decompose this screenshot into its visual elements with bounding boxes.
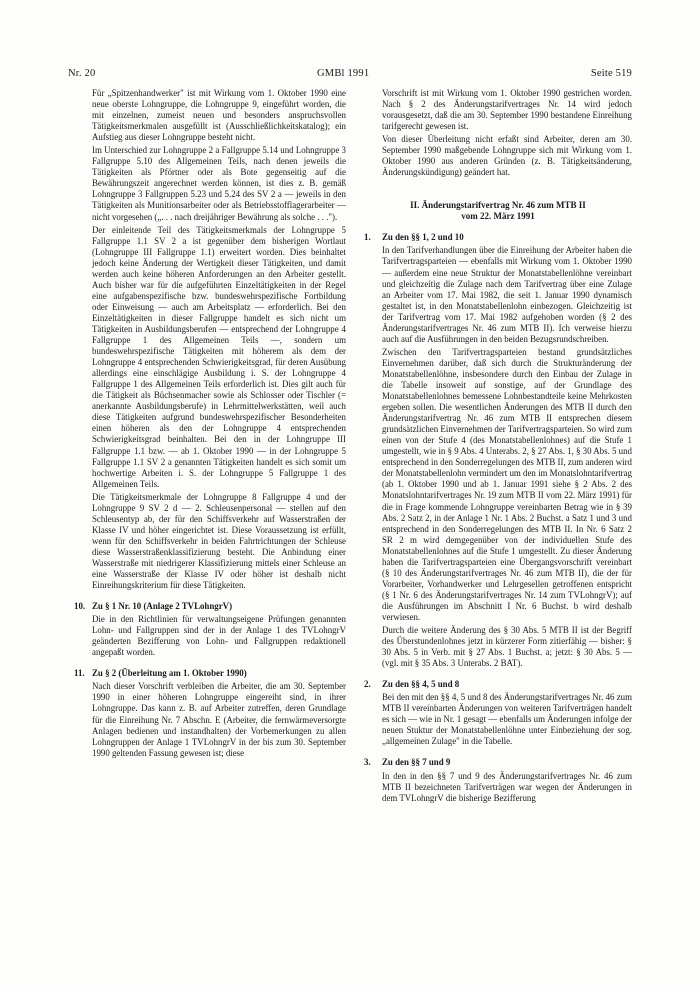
paragraph: In den in den §§ 7 und 9 des Änderungstarifvertrages Nr. 46 zum MTB II bezeichneten Tarifverträgen war wegen der Änderungen in dem TVLohngrV die bisherige Bezifferung (382, 770, 632, 803)
section-title (364, 200, 632, 222)
paragraph: Die in den Richtlinien für verwaltungseigene Prüfungen genannten Lohn- und Fallgruppen sind der in der Anlage 1 des TVLohngrV geänderten Bezifferung von Lohn- und Fallgruppen redaktionell angepaßt worden. (92, 614, 346, 658)
paragraph: Die Tätigkeitsmerkmale der Lohngruppe 8 Fallgruppe 4 und der Lohngruppe 9 SV 2 d — 2. Schleusenpersonal — stellen auf den Schleusentyp ab, der für den Schiffsverkehr auf Wasserstraßen der Klasse IV und höher eingerichtet ist. Diese Voraussetzung ist erfüllt, wenn für den Schiffsverkehr in beiden Fahrtrichtungen der Schleuse diese Wasserstraßenklassifizierung besteht. Die Anbindung einer Wasserstraße mit niedrigerer Klassifizierung mittels einer Schleuse an eine Wasserstraße der Klasse IV oder höher ist deshalb nicht Einreihungskriterium für diese Tätigkeiten. (92, 491, 346, 591)
paragraph: Vorschrift ist mit Wirkung vom 1. Oktober 1990 gestrichen worden. Nach § 2 des Änderungstarifvertrages Nr. 14 wird jedoch vorausgesetzt, daß die am 30. September 1990 bestandene Einreihung tarifgerecht gewesen ist. (382, 88, 632, 132)
item-title: Zu den §§ 7 und 9 (382, 757, 451, 768)
journal-title: GMBl 1991 (317, 68, 370, 79)
item-title: Zu den §§ 4, 5 und 8 (382, 679, 460, 690)
page-header (68, 68, 632, 79)
right-column (364, 88, 632, 806)
item-number: 3. (364, 757, 371, 768)
item-number: 2. (364, 679, 371, 690)
issue-number: Nr. 20 (68, 68, 96, 79)
paragraph: Im Unterschied zur Lohngruppe 2 a Fallgruppe 5.14 und Lohngruppe 3 Fallgruppe 5.10 des Allgemeinen Teils, nach denen jeweils die Tätigkeiten als Pförtner oder als Bote gegenseitig auf die Bewährungszeit angerechnet werden können, ist dies z. B. gemäß Lohngruppe 3 Fallgruppen 5.23 und 5.24 des SV 2 a — jeweils in den Tätigkeiten als Munitionsarbeiter oder als Betriebsstofflagerarbeiter — nicht vorgesehen („. . . nach dreijähriger Bewährung als solche . . ."). (92, 145, 346, 222)
left-column (74, 88, 346, 761)
item-number: 10. (74, 601, 86, 612)
paragraph: Nach dieser Vorschrift verbleiben die Arbeiter, die am 30. September 1990 in einer höheren Lohngruppe eingereiht sind, in ihrer Lohngruppe. Das kann z. B. auf Arbeiter zutreffen, deren Grundlage für die Einreihung Nr. 7 Abschn. E (Arbeiter, die fernwärmeversorgte Anlagen bedienen und instandhalten) der Vorbemerkungen zu allen Lohngruppen der Anlage 1 TVLohngrV in der bis zum 30. September 1990 geltenden Fassung gewesen ist; diese (92, 681, 346, 758)
item-3-heading (364, 757, 632, 768)
item-2-heading (364, 679, 632, 690)
section-title-line: II. Änderungstarifvertrag Nr. 46 zum MTB II (410, 200, 586, 211)
paragraph: Bei den mit den §§ 4, 5 und 8 des Änderungstarifvertrages Nr. 46 zum MTB II vereinbarten Änderungen von weiteren Tarifverträgen handelt es sich — wie in Nr. 1 gesagt — ebenfalls um Änderungen infolge der neuen Stuktur der Monatstabellenlöhne unter Einbeziehung der sog. „allgemeinen Zulage" in die Tabelle. (382, 692, 632, 747)
paragraph: Durch die weitere Änderung des § 30 Abs. 5 MTB II ist der Begriff des Überstundenlohnes jetzt in kürzerer Form zitierfähig — bisher: § 30 Abs. 5 in Verb. mit § 27 Abs. 1 Buchst. a; jetzt: § 30 Abs. 5 — (vgl. mit § 35 Abs. 3 Unterabs. 2 BAT). (382, 625, 632, 669)
item-1-heading (364, 232, 632, 243)
item-10-heading (74, 601, 346, 612)
paragraph: Zwischen den Tarifvertragsparteien bestand grundsätzliches Einvernehmen darüber, daß sich durch die Strukturänderung der Monatstabellenlöhne, insbesondere durch den Einbau der Zulage in die Tabelle insoweit auf sonstige, auf der Grundlage des Monatstabellenlohnes bemessene Lohnbestandteile keine Mehrkosten ergeben sollen. Die wesentlichen Änderungen des MTB II durch den Änderungstarifvertrag Nr. 46 zum MTB II entsprechen diesem grundsätzlichen Einvernehmen der Tarifvertragsparteien. So wird zum einen von der Stufe 4 (des Monatstabellenlohnes) auf die Stufe 1 umgestellt, wie in § 9 Abs. 4 Unterabs. 2, § 27 Abs. 1, § 30 Abs. 5 und entsprechend in den Sonderregelungen des MTB II, zum anderen wird der Monatstabellenlohn vermindert um den im Monatslohntarifvertrag (ab 1. Oktober 1990 und ab 1. Januar 1991 siehe § 2 Abs. 2 des Monatslohntarifvertrages Nr. 19 zum MTB II vom 22. März 1991) für die in Frage kommende Lohngruppe vereinbarten Betrag wie in § 39 Abs. 2 Satz 2, in der Anlage 1 Nr. 1 Abs. 2 Buchst. a Satz 1 und 3 und entsprechend in den Sonderregelungen des MTB II. In Nr. 6 Satz 2 SR 2 m wird demgegenüber von der individuellen Stufe des Monatstabellenlohnes auf die Stufe 1 umgestellt. Zu dieser Änderung haben die Tarifvertragsparteien eine Übergangsvorschrift vereinbart (§ 10 des Änderungstarifvertrages Nr. 46 zum MTB II), die der für Vorarbeiter, Vorhandwerker und Lehrgesellen getroffenen entspricht (§ 1 Nr. 6 des Änderungstarifvertrages Nr. 14 zum TVLohngrV); auf die Ausführungen im Abschnitt I Nr. 6 Buchst. b wird deshalb verwiesen. (382, 346, 632, 622)
paragraph: Von dieser Überleitung nicht erfaßt sind Arbeiter, deren am 30. September 1990 maßgebende Lohngruppe sich mit Wirkung vom 1. Oktober 1990 aus anderen Gründen (z. B. Tätigkeitsänderung, Änderungskündigung) geändert hat. (382, 134, 632, 178)
page-number: Seite 519 (590, 68, 632, 79)
item-title: Zu den §§ 1, 2 und 10 (382, 232, 464, 243)
paragraph: In den Tarifverhandlungen über die Einreihung der Arbeiter haben die Tarifvertragsparteien — ebenfalls mit Wirkung vom 1. Oktober 1990 — außerdem eine neue Struktur der Monatstabellenlöhne vereinbart und gleichzeitig die Zulage nach dem Tarifvertrag über eine Zulage an Arbeiter vom 17. Mai 1982, die seit 1. Januar 1990 dynamisch gestaltet ist, in den Monatstabellenlohn einbezogen. Gleichzeitig ist der Tarifvertrag vom 17. Mai 1982 aufgehoben worden (§ 2 des Änderungstarifvertrages Nr. 46 zum MTB II). Ich verweise hierzu auch auf die Ausführungen in den beiden Bezugsrundschreiben. (382, 245, 632, 344)
item-number: 11. (74, 668, 85, 679)
paragraph: Der einleitende Teil des Tätigkeitsmerkmals der Lohngruppe 5 Fallgruppe 1.1 SV 2 a ist gegenüber dem bisherigen Wortlaut (Lohngruppe III Fallgruppe 1.1) erweitert worden. Dies beinhaltet jedoch keine Änderung der Wertigkeit dieser Tätigkeiten, und damit werden auch keine höheren Anforderungen an den Arbeiter gestellt. Auch bisher war für die aufgeführten Einzeltätigkeiten in der Regel eine aufgabenspezifische bzw. bundeswehrspezifische Fortbildung oder Einweisung — auch am Arbeitsplatz — erforderlich. Bei den Einzeltätigkeiten in dieser Fallgruppe handelt es sich nicht um Tätigkeiten in Ausbildungsberufen — entsprechend der Lohngruppe 4 Fallgruppe 1 des Allgemeinen Teils —, sondern um bundeswehrspezifische Tätigkeiten mit höherem als dem der Lohngruppe 4 entsprechenden Schwierigkeitsgrad, für deren Ausübung allerdings eine einschlägige Ausbildung i. S. der Lohngruppe 4 Fallgruppe 1 des Allgemeinen Teils erforderlich ist. Dies gilt auch für die Tätigkeit als Büchsenmacher sowie als Schlosser oder Tischler (= anerkannte Ausbildungsberufe) in Lehrmittelwerkstätten, weil auch diese Tätigkeiten aufgrund bundeswehrspezifischer Besonderheiten einen höheren als den der Lohngruppe 4 entsprechenden Schwierigkeitsgrad beinhalten. Bei den in der Lohngruppe III Fallgruppe 1.1 bzw. — ab 1. Oktober 1990 — in der Lohngruppe 5 Fallgruppe 1.1 SV 2 a genannten Tätigkeiten handelt es sich somit um hochwertige Arbeiten i. S. der Lohngruppe 5 Fallgruppe 1 des Allgemeinen Teils. (92, 224, 346, 489)
paragraph: Für „Spitzenhandwerker" ist mit Wirkung vom 1. Oktober 1990 eine neue oberste Lohngruppe, die Lohngruppe 9, eingeführt worden, die mit einzelnen, zumeist neuen und besonders anspruchsvollen Tätigkeitsmerkmalen ausgefüllt ist (Ausschließlichkeitskatalog); ein Aufstieg aus dieser Lohngruppe besteht nicht. (92, 88, 346, 143)
item-title: Zu § 1 Nr. 10 (Anlage 2 TVLohngrV) (92, 601, 233, 612)
item-11-heading (74, 668, 346, 679)
section-title-line: vom 22. März 1991 (461, 211, 535, 222)
item-number: 1. (364, 232, 371, 243)
item-title: Zu § 2 (Überleitung am 1. Oktober 1990) (92, 668, 247, 679)
